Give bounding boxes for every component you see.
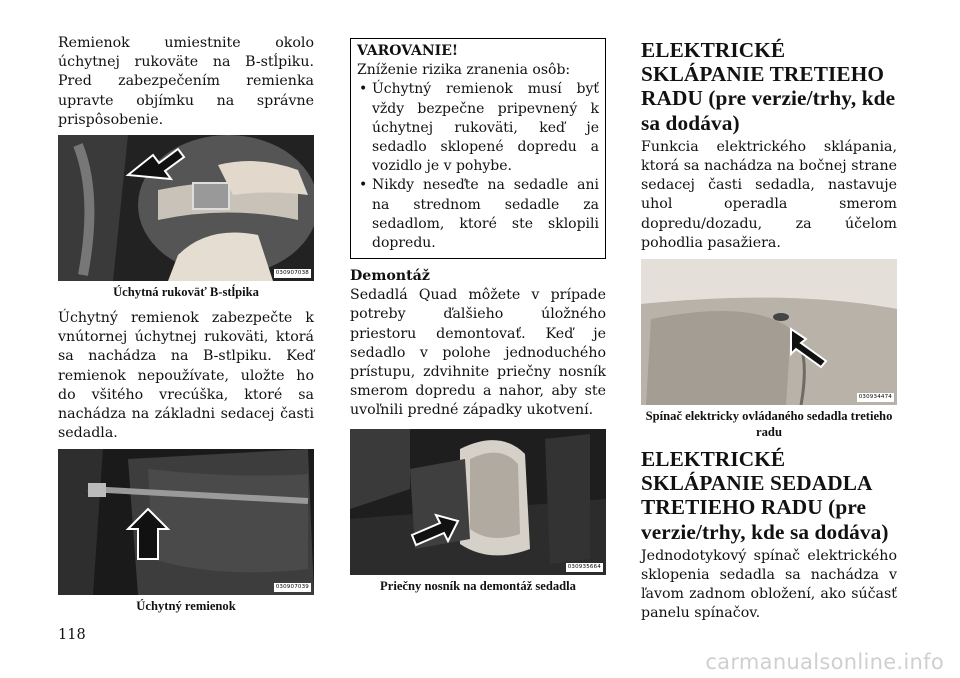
paragraph-strap-secure: Úchytný remienok zabezpečte k vnútornej úchytnej rukoväti, ktorá sa nachádza na B-stlpiku. Keď remienok nepoužívate, uložte ho do všitého vrecúška, ktoré sa nachádza na základni sedacej časti sedadla. <box>58 310 314 442</box>
warning-bullet: • Nikdy neseďte na sedadle ani na strednom sedadle za sedadlom, ktoré ste sklopili dopredu. <box>357 176 599 253</box>
figure-caption: Priečny nosník na demontáž sedadla <box>380 578 576 593</box>
warning-list <box>357 80 599 253</box>
photo-strap-illustration <box>58 449 314 595</box>
column-left <box>58 34 314 623</box>
figure-code: 030907039 <box>275 584 309 591</box>
figure-code: 030907038 <box>275 270 309 277</box>
figure-code: 030934474 <box>858 394 892 401</box>
figure-caption: Úchytná rukoväť B-stĺpika <box>113 285 259 300</box>
photo-b-pillar-grab-handle <box>58 135 314 281</box>
warning-title: VAROVANIE! <box>357 43 459 59</box>
warning-bullet: • Úchytný remienok musí byť vždy bezpečne pripevnený k úchytnej rukoväti, keď je sedadlo sklopené dopredu a vozidlo je v pohybe. <box>357 80 599 176</box>
watermark: carmanualsonline.info <box>705 650 944 674</box>
paragraph-power-recline: Funkcia elektrického sklápania, ktorá sa nachádza na bočnej strane sedacej časti sedadla, nastavuje uhol operadla smerom dopredu/dozadu, za účelom pohodlia pasažiera. <box>641 138 897 251</box>
section-heading-power-fold: ELEKTRICKÉ SKLÁPANIE SEDADLA TRETIEHO RADU (pre verzie/trhy, kde sa dodáva) <box>641 447 889 544</box>
page-number: 118 <box>58 627 86 643</box>
photo-b-pillar-illustration <box>58 135 314 281</box>
column-right <box>641 38 897 624</box>
warning-intro: Zníženie rizika zranenia osôb: <box>357 62 571 79</box>
figure-caption: Spínač elektricky ovládaného sedadla tretieho radu <box>645 409 893 440</box>
subheading-removal: Demontáž <box>350 268 430 285</box>
paragraph-strap-placement: Remienok umiestnite okolo úchytnej rukoväte na B-stĺpiku. Pred zabezpečením remienka upravte objímku na správne prispôsobenie. <box>58 35 314 128</box>
photo-crossbar-illustration <box>350 429 606 575</box>
warning-box <box>350 38 606 259</box>
paragraph-seat-removal: Sedadlá Quad môžete v prípade potreby ďalšieho úložného priestoru demontovať. Keď je sedadlo v polohe jednoduchého prístupu, zdvihnite priečny nosník smerom dopredu a nahor, aby ste uvoľnili predné západky ukotvení. <box>350 287 606 419</box>
column-middle <box>350 38 606 603</box>
figure-caption: Úchytný remienok <box>136 599 236 614</box>
figure-code: 030935664 <box>567 563 601 570</box>
photo-tether-strap <box>58 449 314 595</box>
photo-switch-illustration <box>641 259 897 405</box>
photo-third-row-switch <box>641 259 897 405</box>
paragraph-power-fold: Jednodotykový spínač elektrického sklopenia sedadla sa nachádza v ľavom zadnom obložení, ako súčasť panelu spínačov. <box>641 547 897 622</box>
section-heading-power-recline: ELEKTRICKÉ SKLÁPANIE TRETIEHO RADU (pre verzie/trhy, kde sa dodáva) <box>641 38 896 135</box>
photo-seat-crossbar <box>350 429 606 575</box>
